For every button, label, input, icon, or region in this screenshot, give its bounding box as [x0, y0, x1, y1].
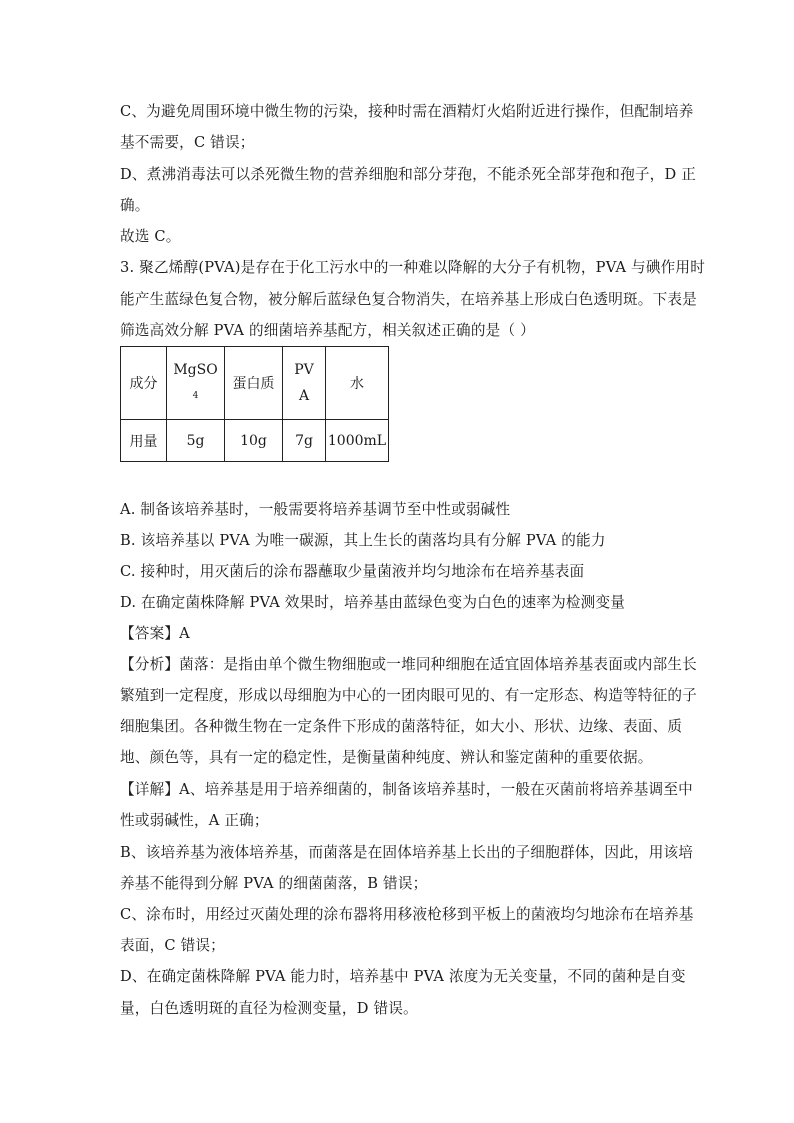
table-cell-pva: 7g [283, 420, 326, 462]
analysis-line: 【分析】菌落：是指由单个微生物细胞或一堆同种细胞在适宜固体培养基表面或内部生长 [120, 656, 697, 673]
analysis-line: 繁殖到一定程度，形成以母细胞为中心的一团肉眼可见的、有一定形态、构造等特征的子 [120, 687, 697, 704]
table-header-protein: 蛋白质 [225, 347, 283, 420]
medium-recipe-table [120, 346, 389, 462]
detail-line: C、涂布时，用经过灭菌处理的涂布器将用移液枪移到平板上的菌液均匀地涂布在培养基 [120, 906, 694, 923]
detail-line: 量，白色透明斑的直径为检测变量，D 错误。 [120, 1000, 418, 1017]
detail-line: B、该培养基为液体培养基，而菌落是在固体培养基上长出的子细胞群体，因此，用该培 [120, 844, 694, 861]
option-b: B. 该培养基以 PVA 为唯一碳源，其上生长的菌落均具有分解 PVA 的能力 [120, 532, 606, 549]
question-line: 筛选高效分解 PVA 的细菌培养基配方，相关叙述正确的是（ ） [120, 322, 535, 339]
pva-top-text: PV [294, 362, 314, 378]
detail-line: D、在确定菌株降解 PVA 能力时，培养基中 PVA 浓度为无关变量，不同的菌种是自变 [120, 968, 686, 985]
option-a: A. 制备该培养基时，一般需要将培养基调节至中性或弱碱性 [120, 501, 511, 518]
text-line: C、为避免周围环境中微生物的污染，接种时需在酒精灯火焰附近进行操作，但配制培养 [120, 103, 694, 120]
question-line: 能产生蓝绿色复合物，被分解后蓝绿色复合物消失，在培养基上形成白色透明斑。下表是 [120, 291, 697, 308]
table-cell-water: 1000mL [326, 420, 389, 462]
table-header-row [121, 347, 389, 420]
text-line: 确。 [120, 197, 150, 214]
analysis-line: 地、颜色等，具有一定的稳定性，是衡量菌种纯度、辨认和鉴定菌种的重要依据。 [120, 749, 653, 766]
table-cell-mgso4: 5g [167, 420, 225, 462]
detail-line: 【详解】A、培养基是用于培养细菌的，制备该培养基时，一般在灭菌前将培养基调至中 [120, 781, 693, 798]
mgso-text: MgSO [173, 362, 218, 378]
text-line: 基不需要，C 错误； [120, 134, 255, 151]
table-header-pva [283, 347, 326, 420]
mgso-subscript: 4 [192, 391, 199, 401]
answer-line: 【答案】A [120, 625, 190, 642]
table-row-label: 用量 [121, 420, 167, 462]
analysis-line: 细胞集团。各种微生物在一定条件下形成的菌落特征，如大小、形状、边缘、表面、质 [120, 718, 683, 735]
table-header-water: 水 [326, 347, 389, 420]
table-row [121, 420, 389, 462]
detail-line: 性或弱碱性，A 正确； [120, 812, 269, 829]
question-line: 3. 聚乙烯醇(PVA)是存在于化工污水中的一种难以降解的大分子有机物，PVA 与碘作用时 [120, 259, 705, 276]
table-header-mgso4 [167, 347, 225, 420]
text-line: 故选 C。 [120, 228, 181, 245]
table-header-label: 成分 [121, 347, 167, 420]
option-c: C. 接种时，用灭菌后的涂布器蘸取少量菌液并均匀地涂布在培养基表面 [120, 563, 585, 580]
pva-bottom-text: A [298, 388, 310, 404]
detail-line: 表面，C 错误； [120, 937, 225, 954]
table-cell-protein: 10g [225, 420, 283, 462]
option-d: D. 在确定菌株降解 PVA 效果时，培养基由蓝绿色变为白色的速率为检测变量 [120, 594, 626, 611]
detail-line: 养基不能得到分解 PVA 的细菌菌落，B 错误； [120, 875, 428, 892]
text-line: D、煮沸消毒法可以杀死微生物的营养细胞和部分芽孢，不能杀死全部芽孢和孢子，D 正 [120, 166, 697, 183]
